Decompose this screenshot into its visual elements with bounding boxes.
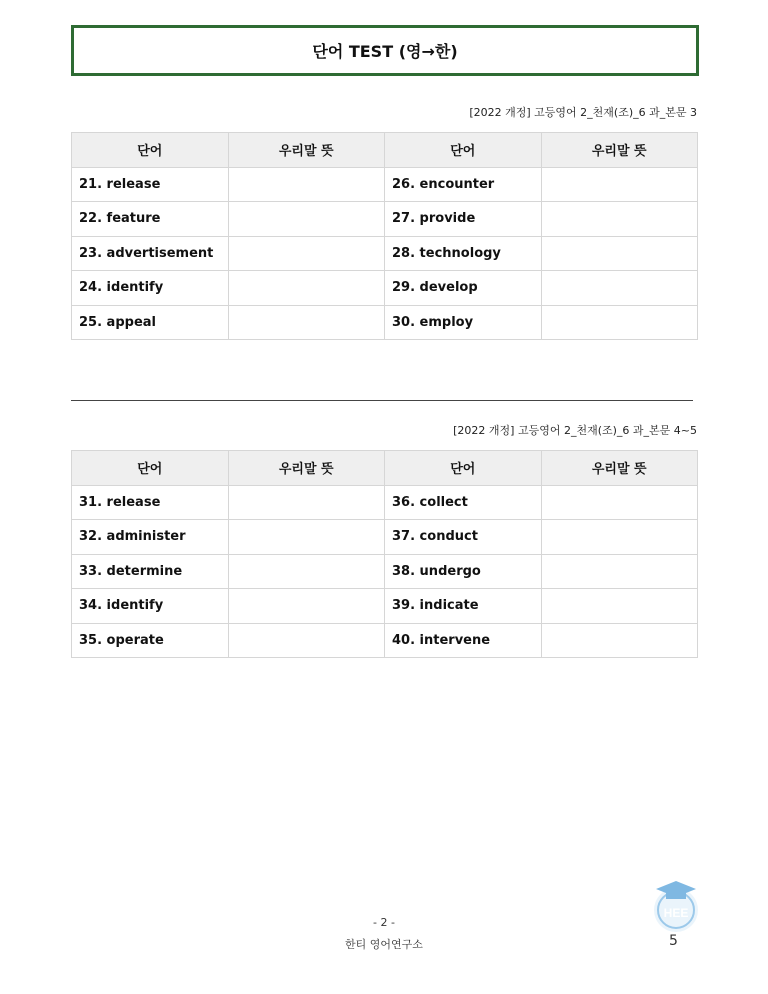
header-meaning: 우리말 뜻: [541, 133, 698, 168]
word-cell: 39. indicate: [385, 589, 542, 624]
word-cell: 27. provide: [385, 202, 542, 237]
meaning-answer-cell[interactable]: [541, 202, 698, 237]
meaning-answer-cell[interactable]: [228, 485, 385, 520]
word-cell: 32. administer: [72, 520, 229, 555]
meaning-answer-cell[interactable]: [228, 623, 385, 658]
table-header-row: [72, 133, 698, 168]
table-header-row: [72, 451, 698, 486]
meaning-answer-cell[interactable]: [541, 485, 698, 520]
word-cell: 34. identify: [72, 589, 229, 624]
header-meaning: 우리말 뜻: [228, 451, 385, 486]
table-row: [72, 236, 698, 271]
page-title: [71, 25, 699, 76]
logo-text: HEE: [663, 906, 689, 920]
header-meaning: 우리말 뜻: [541, 451, 698, 486]
word-cell: 30. employ: [385, 305, 542, 340]
meaning-answer-cell[interactable]: [541, 520, 698, 555]
meaning-answer-cell[interactable]: [228, 520, 385, 555]
table-row: [72, 271, 698, 306]
meaning-answer-cell[interactable]: [541, 271, 698, 306]
meaning-answer-cell[interactable]: [228, 167, 385, 202]
table-row: [72, 305, 698, 340]
meaning-answer-cell[interactable]: [228, 305, 385, 340]
page-number: - 2 -: [373, 916, 395, 929]
header-word: 단어: [72, 133, 229, 168]
word-cell: 31. release: [72, 485, 229, 520]
word-cell: 24. identify: [72, 271, 229, 306]
section-2-meta: [2022 개정] 고등영어 2_천재(조)_6 과_본문 4~5: [453, 424, 697, 437]
corner-page-number: 5: [669, 933, 678, 949]
section-divider: [71, 400, 693, 401]
meaning-answer-cell[interactable]: [228, 271, 385, 306]
meaning-answer-cell[interactable]: [541, 167, 698, 202]
word-cell: 37. conduct: [385, 520, 542, 555]
word-cell: 23. advertisement: [72, 236, 229, 271]
meaning-answer-cell[interactable]: [228, 554, 385, 589]
word-cell: 28. technology: [385, 236, 542, 271]
meaning-answer-cell[interactable]: [541, 554, 698, 589]
word-cell: 25. appeal: [72, 305, 229, 340]
meaning-answer-cell[interactable]: [541, 589, 698, 624]
header-word: 단어: [385, 133, 542, 168]
table-row: [72, 589, 698, 624]
word-cell: 22. feature: [72, 202, 229, 237]
word-cell: 29. develop: [385, 271, 542, 306]
header-word: 단어: [385, 451, 542, 486]
word-cell: 38. undergo: [385, 554, 542, 589]
table-row: [72, 202, 698, 237]
meaning-answer-cell[interactable]: [228, 236, 385, 271]
meaning-answer-cell[interactable]: [228, 202, 385, 237]
meaning-answer-cell[interactable]: [541, 236, 698, 271]
table-row: [72, 485, 698, 520]
word-cell: 21. release: [72, 167, 229, 202]
word-cell: 40. intervene: [385, 623, 542, 658]
table-row: [72, 623, 698, 658]
word-cell: 36. collect: [385, 485, 542, 520]
word-table-1: [71, 132, 698, 340]
meaning-answer-cell[interactable]: [541, 305, 698, 340]
table-row: [72, 167, 698, 202]
title-text: 단어 TEST (영→한): [312, 42, 458, 61]
table-row: [72, 554, 698, 589]
organization-name: 한티 영어연구소: [345, 938, 423, 951]
section-1-meta: [2022 개정] 고등영어 2_천재(조)_6 과_본문 3: [469, 106, 697, 119]
word-table-2: [71, 450, 698, 658]
header-meaning: 우리말 뜻: [228, 133, 385, 168]
word-cell: 33. determine: [72, 554, 229, 589]
meaning-answer-cell[interactable]: [541, 623, 698, 658]
word-cell: 26. encounter: [385, 167, 542, 202]
hee-logo-icon: [648, 877, 704, 937]
header-word: 단어: [72, 451, 229, 486]
table-row: [72, 520, 698, 555]
meaning-answer-cell[interactable]: [228, 589, 385, 624]
word-cell: 35. operate: [72, 623, 229, 658]
